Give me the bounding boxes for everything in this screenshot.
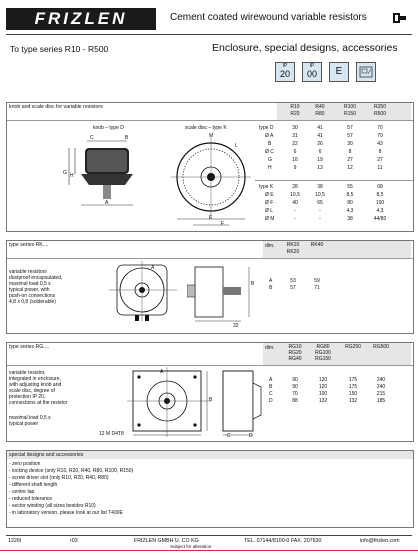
p1-E-v3: 8,5 [346, 192, 354, 198]
p3-row-D-label: D [269, 398, 273, 404]
p1-A-v2: 41 [317, 133, 323, 139]
p1-row-typeD-label: type D [259, 125, 274, 131]
p4-item-5: - reduced tolerance [9, 496, 53, 502]
p1-typeK-v2: 38 [317, 184, 323, 190]
p4-item-2: - screw driver slot (only R10, R20, R40, R80) [9, 475, 109, 481]
badge-ip00 [302, 62, 322, 82]
p1-col3-a: R100 [344, 104, 356, 110]
p1-F-v2: 65 [317, 200, 323, 206]
p1-row-H-label: H [268, 165, 272, 171]
p4-item-1: - locking device (only R10, R20, R40, R80, R100, R150) [9, 468, 134, 474]
p1-G-v2: 19 [317, 157, 323, 163]
p1-typeK-v1: 28 [292, 184, 298, 190]
p1-typeD-v1: 30 [292, 125, 298, 131]
p1-dim-G: G [63, 170, 67, 176]
knob-drawing [67, 133, 147, 223]
p3-col1-b: RG20 [288, 350, 302, 356]
p1-dim-F: F [221, 221, 225, 227]
p3-D-v1: 88 [292, 398, 298, 404]
p1-typeD-v3: 57 [347, 125, 353, 131]
p1-typeK-v4: 68 [377, 184, 383, 190]
p1-col2-b: R80 [315, 111, 325, 117]
p3-A-v1: 90 [292, 377, 298, 383]
p1-G-v1: 16 [292, 157, 298, 163]
panel-rk-series [6, 240, 414, 334]
p1-H-v2: 13 [317, 165, 323, 171]
p1-H-v1: 9 [293, 165, 297, 171]
p2-col1-b: RK20 [286, 249, 300, 255]
p2-B-v2: 71 [314, 285, 320, 291]
p3-C-v4: 215 [376, 391, 386, 397]
header [0, 8, 418, 30]
p1-label-disc: scale disc – type K [185, 125, 227, 131]
p1-sep [7, 120, 413, 121]
p1-M-v4: 44/80 [373, 216, 387, 222]
p2-row-B-label: B [269, 285, 273, 291]
p1-dim-B: B [125, 135, 129, 141]
p1-G-v4: 27 [377, 157, 383, 163]
p1-L-v3: 4,3 [346, 208, 354, 214]
p2-B-v1: 57 [290, 285, 296, 291]
p1-label-knob: knob – type D [93, 125, 124, 131]
p3-dim-C: C [227, 433, 231, 439]
p1-H-v4: 11 [377, 165, 383, 171]
brand-mark-icon [392, 11, 408, 25]
p3-D-v2: 132 [318, 398, 328, 404]
badge-ip20-top: IP [282, 63, 288, 69]
p3-row-C-label: C [269, 391, 273, 397]
p1-col2-a: R40 [315, 104, 325, 110]
badge-enclosure-icon [356, 62, 376, 82]
p2-col-dim: dim. [265, 243, 275, 249]
p4-item-4: - centre tap [9, 489, 35, 495]
p2-desc-5: 4,8 x 0,8 (solderable) [9, 299, 56, 305]
p3-desc-8: typical power [9, 421, 39, 427]
p1-dim-C: C [90, 135, 94, 141]
p1-col4-b: R500 [374, 111, 386, 117]
p1-L-v1: - [294, 208, 296, 214]
p1-F-v3: 80 [347, 200, 353, 206]
p1-B-v3: 30 [347, 141, 353, 147]
p1-L-v2: - [319, 208, 321, 214]
rg-side-drawing [219, 367, 265, 439]
p1-typeK-v3: 55 [347, 184, 353, 190]
panel-special-designs [6, 450, 414, 528]
p3-D-v4: 185 [376, 398, 386, 404]
p3-desc-2: with adjusting knob and [9, 382, 62, 388]
p3-B-v4: 240 [376, 384, 386, 390]
p3-desc-0: variable resistor, [9, 370, 46, 376]
p1-typeD-v4: 70 [377, 125, 383, 131]
p2-desc-3: typical power, with [9, 287, 50, 293]
p2-desc-2: maximal load 0,5 x [9, 281, 51, 287]
p1-col1-b: R20 [290, 111, 300, 117]
p3-col4-a: RG500 [373, 344, 389, 350]
p1-F-v1: 40 [292, 200, 298, 206]
p4-item-3: - different shaft length [9, 482, 58, 488]
p3-A-v2: 120 [318, 377, 328, 383]
rk-front-drawing [109, 261, 179, 327]
p1-M-v2: - [319, 216, 321, 222]
p4-item-7: - in laboratory version, please look at our list T400E [9, 510, 123, 516]
p1-col4-a: R250 [374, 104, 386, 110]
p3-A-v4: 240 [376, 377, 386, 383]
p2-desc-4: push-on connections [9, 293, 56, 299]
p3-row-A-label: A [269, 377, 273, 383]
p4-item-0: - zero position [9, 461, 41, 467]
panel-rg-series [6, 342, 414, 442]
p3-col3-a: RG250 [345, 344, 361, 350]
p3-B-v3: 175 [348, 384, 358, 390]
p3-sep [7, 365, 413, 366]
p3-C-v1: 70 [292, 391, 298, 397]
p1-row-G-label: G [268, 157, 272, 163]
p1-dim-M: M [209, 133, 214, 139]
p3-desc-4: protection IP 20, [9, 394, 46, 400]
p3-C-v2: 100 [318, 391, 328, 397]
p3-dim-A: A [160, 369, 164, 375]
p1-row-E-label: Ø E [265, 192, 274, 198]
badge-e: E [329, 62, 349, 82]
p2-desc-0: variable resistors [9, 269, 47, 275]
p1-mid-sep [255, 180, 413, 181]
panel2-title: type series RK.... [9, 242, 49, 248]
header-rule [6, 34, 412, 35]
p3-col2-a: RG80 [316, 344, 330, 350]
p3-dim-D: D [249, 433, 253, 439]
p3-D-v3: 132 [348, 398, 358, 404]
footer-code: 1226t [8, 538, 22, 544]
p1-typeD-v2: 41 [317, 125, 323, 131]
p1-M-v1: - [294, 216, 296, 222]
p3-col1-c: RG40 [288, 356, 302, 362]
badge-ip20-value: 20 [279, 69, 290, 79]
p1-B-v2: 26 [317, 141, 323, 147]
p1-H-v3: 12 [347, 165, 353, 171]
p3-desc-3: scale disc, degree of [9, 388, 55, 394]
p1-row-L-label: Ø L [265, 208, 274, 214]
p1-dim-A: A [105, 200, 109, 206]
brand-logo: FRIZLEN [6, 8, 156, 30]
p2-A-v2: 59 [314, 278, 320, 284]
p3-screw-label: 12 M D4T8 [99, 431, 124, 437]
rg-front-drawing [127, 367, 217, 439]
p2-dim-32: 32 [233, 323, 239, 329]
p1-row-B-label: B [268, 141, 272, 147]
p3-B-v2: 120 [318, 384, 328, 390]
p1-E-v2: 10,5 [315, 192, 325, 198]
p1-row-M-label: Ø M [265, 216, 275, 222]
p1-row-C-label: Ø C [265, 149, 274, 155]
p1-A-v3: 57 [347, 133, 353, 139]
p2-sep [7, 258, 413, 259]
p3-B-v1: 90 [292, 384, 298, 390]
p3-A-v3: 175 [348, 377, 358, 383]
panel4-title: special designs and accessories [9, 452, 84, 458]
footer-note: Subject for alteration [170, 544, 212, 549]
header-title: Cement coated wirewound variable resistors [170, 12, 367, 23]
p1-F-v4: 100 [375, 200, 385, 206]
p3-dim-B: B [209, 397, 213, 403]
subtitle-left: To type series R10 - R500 [10, 44, 109, 54]
footer-rule [6, 535, 412, 536]
p1-C-v2: 6 [318, 149, 322, 155]
p1-dim-E: E [209, 215, 213, 221]
p2-A-v1: 53 [290, 278, 296, 284]
p3-col2-c: RG150 [315, 356, 331, 362]
p2-dim-A: A [151, 265, 155, 271]
p1-L-v4: 4,3 [376, 208, 384, 214]
badge-ip00-value: 00 [306, 69, 317, 79]
p2-row-A-label: A [269, 278, 273, 284]
p3-col-dim: dim. [265, 345, 275, 351]
footer-red-line [0, 550, 418, 551]
p2-col2-a: RK40 [310, 242, 324, 248]
p1-B-v4: 43 [377, 141, 383, 147]
panel-knob-scale [6, 102, 414, 232]
subtitle-right: Enclosure, special designs, accessories [212, 42, 398, 54]
p1-dim-H: H [70, 173, 74, 179]
badge-ip00-top: IP [309, 63, 315, 69]
panel3-title: type series RG.... [9, 344, 50, 350]
p3-row-B-label: B [269, 384, 273, 390]
p1-dim-L: L [235, 143, 238, 149]
p3-desc-5: connections at the resistor [9, 400, 68, 406]
p1-E-v1: 10,5 [290, 192, 300, 198]
p1-C-v4: 8 [378, 149, 382, 155]
p2-desc-1: dustproof encapsulated, [9, 275, 63, 281]
p2-dim-B: B [251, 281, 255, 287]
p1-col1-a: R10 [290, 104, 300, 110]
p1-C-v3: 8 [348, 149, 352, 155]
footer-tel: TEL. 07144/8100-0 FAX. 207630 [244, 538, 322, 544]
footer-email: info@frizlen.com [360, 538, 400, 544]
p1-E-v4: 8,5 [376, 192, 384, 198]
p3-C-v3: 150 [348, 391, 358, 397]
p2-col1-a: RK10 [286, 242, 300, 248]
p1-M-v3: 38 [347, 216, 353, 222]
p3-desc-7: maximal load 0,5 x [9, 415, 51, 421]
p3-col2-b: RG100 [315, 350, 331, 356]
footer-company: FRIZLEN GMBH U. CO KG [134, 538, 199, 544]
p4-item-6: - sector winding (all sizes besides R10) [9, 503, 96, 509]
p1-col3-b: R150 [344, 111, 356, 117]
p1-row-typeK-label: type K [259, 184, 274, 190]
p1-G-v3: 27 [347, 157, 353, 163]
p1-A-v1: 31 [292, 133, 298, 139]
p3-desc-1: integrated in enclosure, [9, 376, 61, 382]
badge-ip20 [275, 62, 295, 82]
p1-B-v1: 22 [292, 141, 298, 147]
p1-C-v1: 6 [293, 149, 297, 155]
panel1-title: knob and scale disc for variable resistors [9, 104, 103, 110]
p3-col1-a: RG10 [288, 344, 302, 350]
footer-page: r03 [70, 538, 78, 544]
rk-side-drawing [187, 261, 257, 331]
p1-row-A-label: Ø A [265, 133, 274, 139]
p1-A-v4: 70 [377, 133, 383, 139]
p1-row-F-label: Ø F [265, 200, 274, 206]
